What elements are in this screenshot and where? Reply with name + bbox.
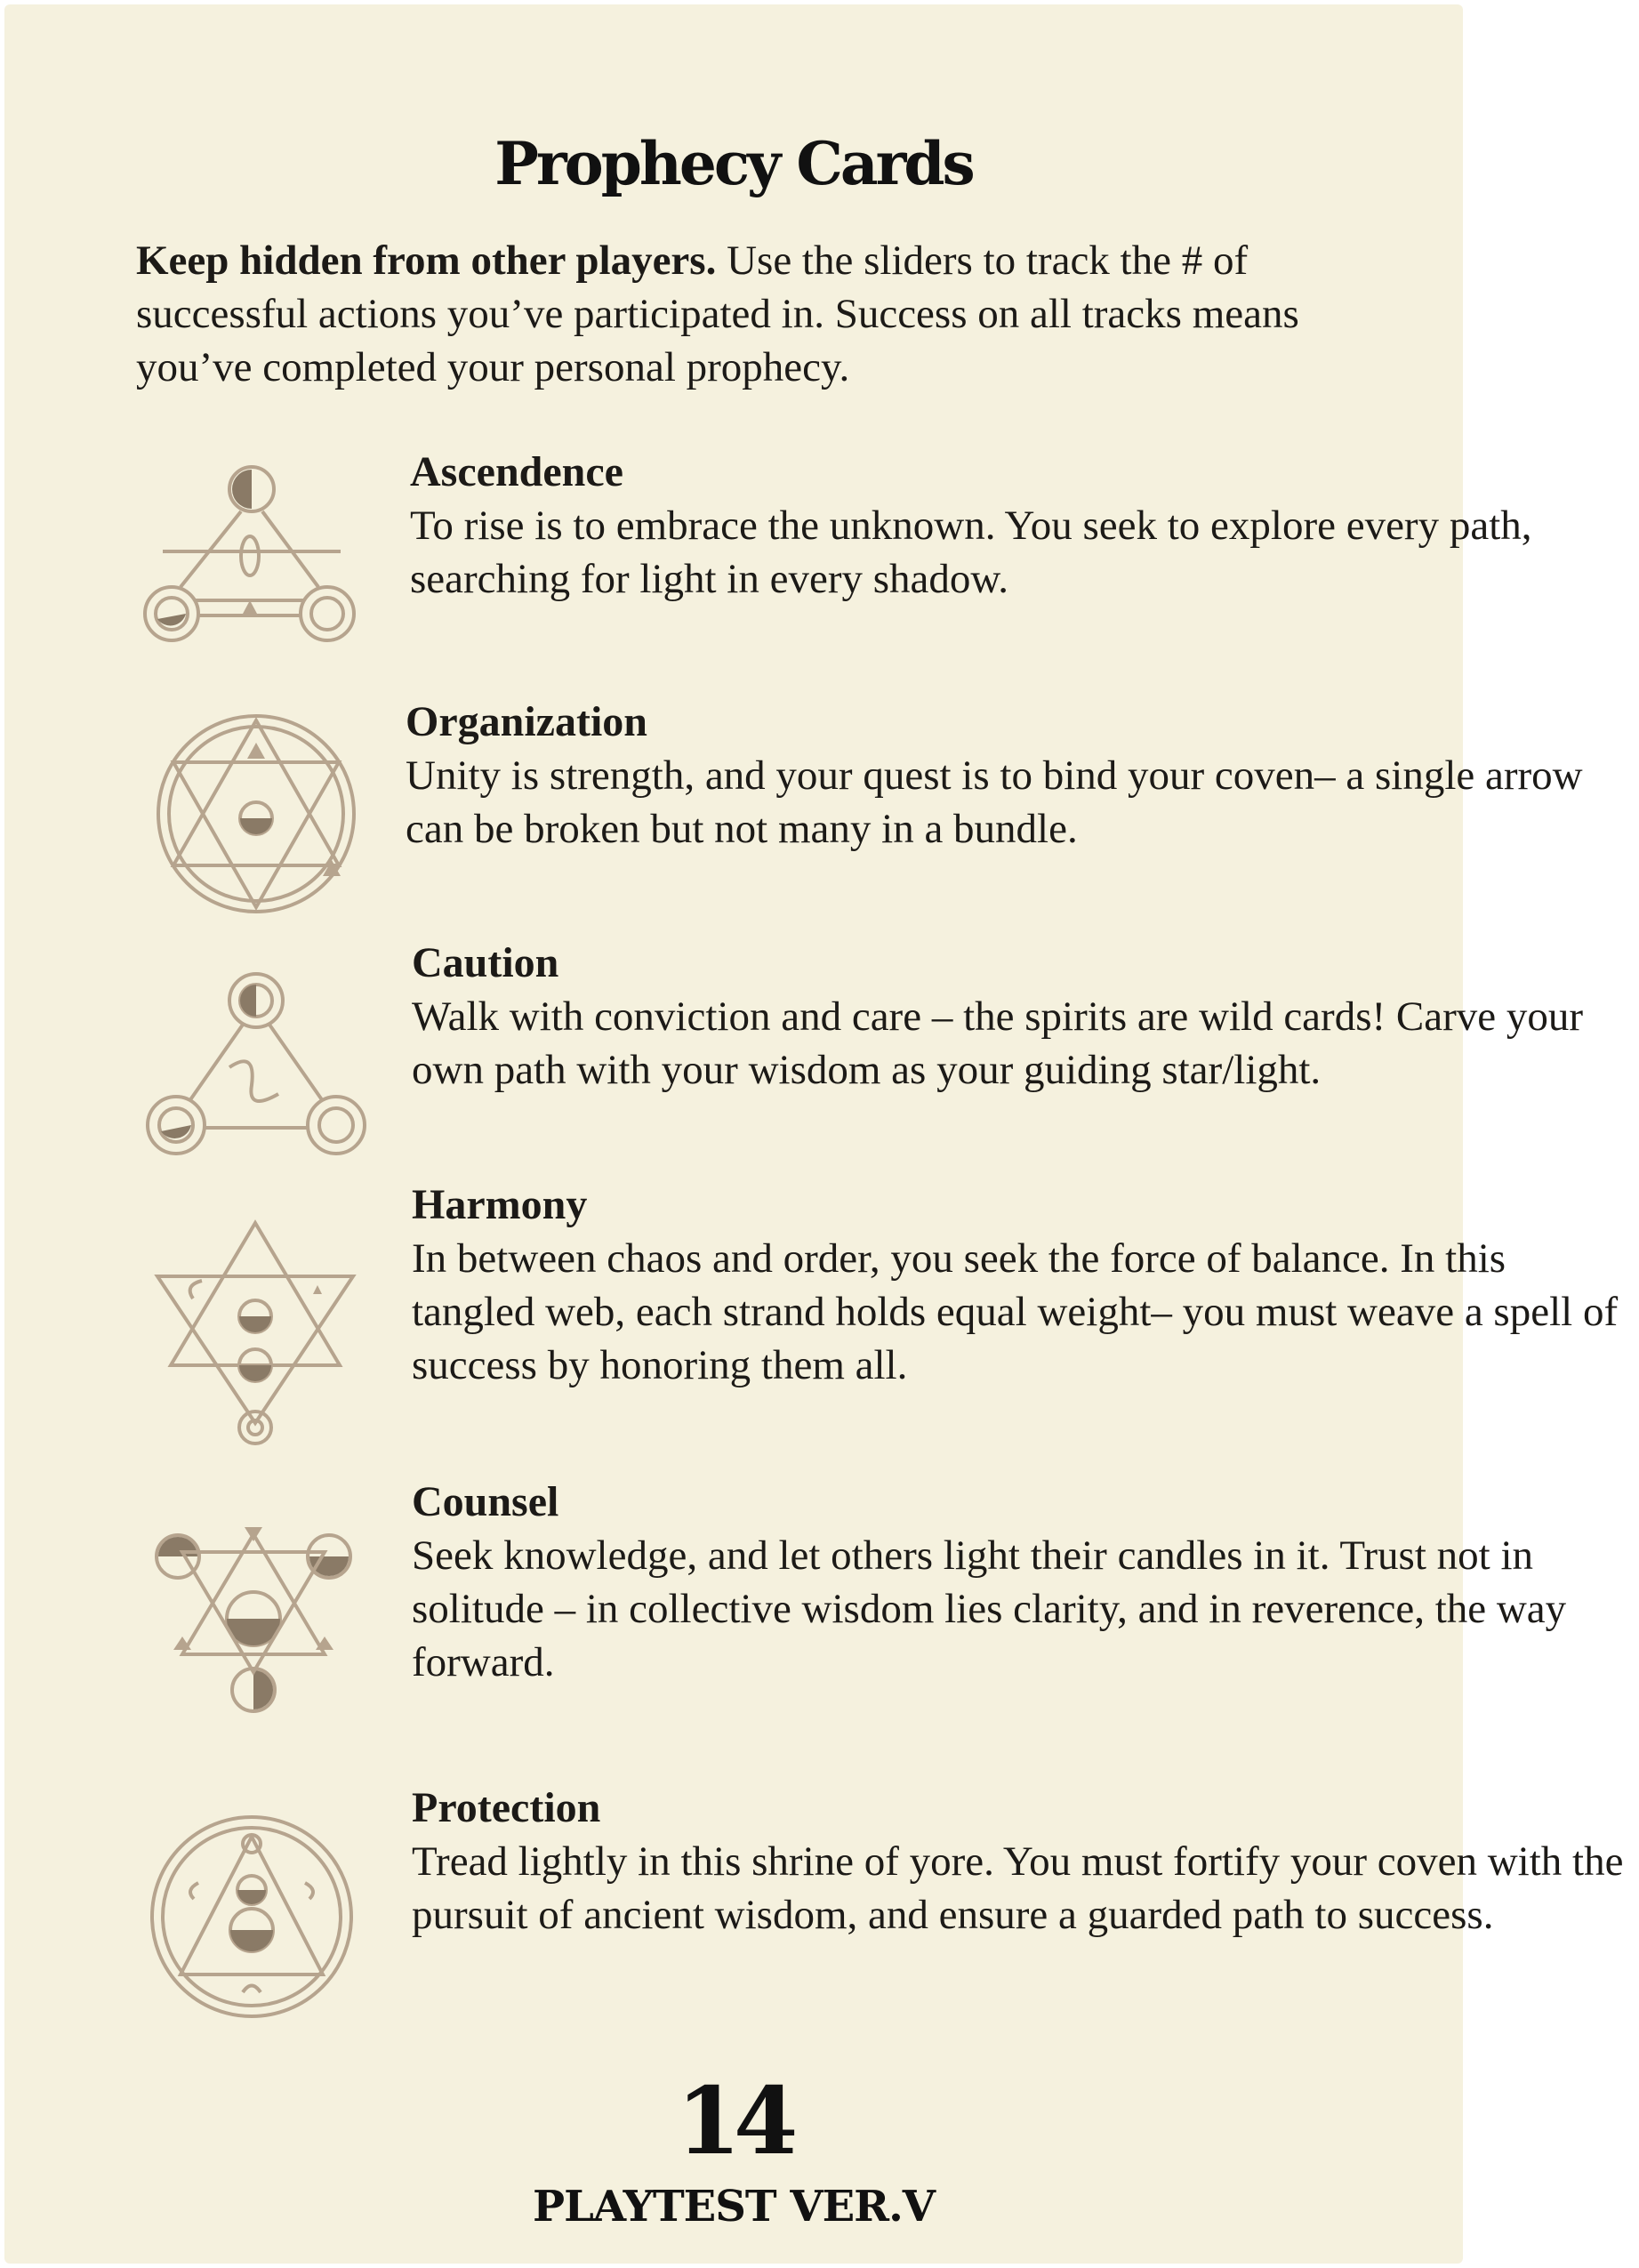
- prophecy-text: To rise is to embrace the unknown. You seek to explore every path, searching for light in every shadow.: [410, 503, 1532, 602]
- intro-bold: Keep hidden from other players.: [136, 237, 717, 284]
- prophecy-protection: [412, 1781, 1639, 1942]
- prophecy-title: Counsel: [412, 1478, 559, 1525]
- intro-text: Use the sliders to track the # of successful actions you’ve participated in. Success on all tracks means you’ve completed your personal prophecy.: [136, 237, 1299, 390]
- prophecy-text: Unity is strength, and your quest is to bind your coven– a single arrow can be broken but not many in a bundle.: [406, 752, 1583, 852]
- page-number: 14: [676, 2066, 791, 2176]
- prophecy-title: Protection: [412, 1784, 601, 1831]
- prophecy-caution: [412, 937, 1639, 1097]
- prophecy-counsel: [412, 1476, 1639, 1689]
- version-label: PLAYTEST VER.V: [532, 2182, 936, 2232]
- prophecy-text: In between chaos and order, you seek the force of balance. In this tangled web, each strand holds equal weight– you must weave a spell of success by honoring them all.: [412, 1235, 1619, 1388]
- prophecy-title: Harmony: [412, 1181, 588, 1228]
- prophecy-title: Ascendence: [410, 448, 623, 495]
- prophecy-text: Walk with conviction and care – the spirits are wild cards! Carve your own path with your wisdom as your guiding star/light.: [412, 993, 1584, 1093]
- prophecy-ascendence: [410, 446, 1637, 606]
- prophecy-organization: [406, 696, 1633, 856]
- circle-hexagram-sigil-icon: [145, 707, 367, 921]
- prophecy-harmony: [412, 1178, 1639, 1392]
- prophecy-title: Organization: [406, 698, 647, 745]
- triangle-serpent-sigil-icon: [145, 969, 367, 1165]
- triangle-three-circles-sigil-icon: [145, 462, 358, 649]
- prophecy-text: Tread lightly in this shrine of yore. You must fortify your coven with the pursuit of ancient wisdom, and ensure a guarded path to success.: [412, 1838, 1624, 1938]
- prophecy-title: Caution: [412, 939, 559, 986]
- hexagram-four-circles-sigil-icon: [147, 1516, 360, 1721]
- inverted-triangle-pendant-sigil-icon: [149, 1214, 362, 1445]
- circle-triangle-ward-sigil-icon: [145, 1810, 358, 2023]
- page: [4, 4, 1624, 2264]
- intro-paragraph: [136, 234, 1346, 394]
- page-title: Prophecy Cards: [494, 129, 973, 198]
- prophecy-text: Seek knowledge, and let others light their candles in it. Trust not in solitude – in collective wisdom lies clarity, and in reverence, the way forward.: [412, 1532, 1567, 1685]
